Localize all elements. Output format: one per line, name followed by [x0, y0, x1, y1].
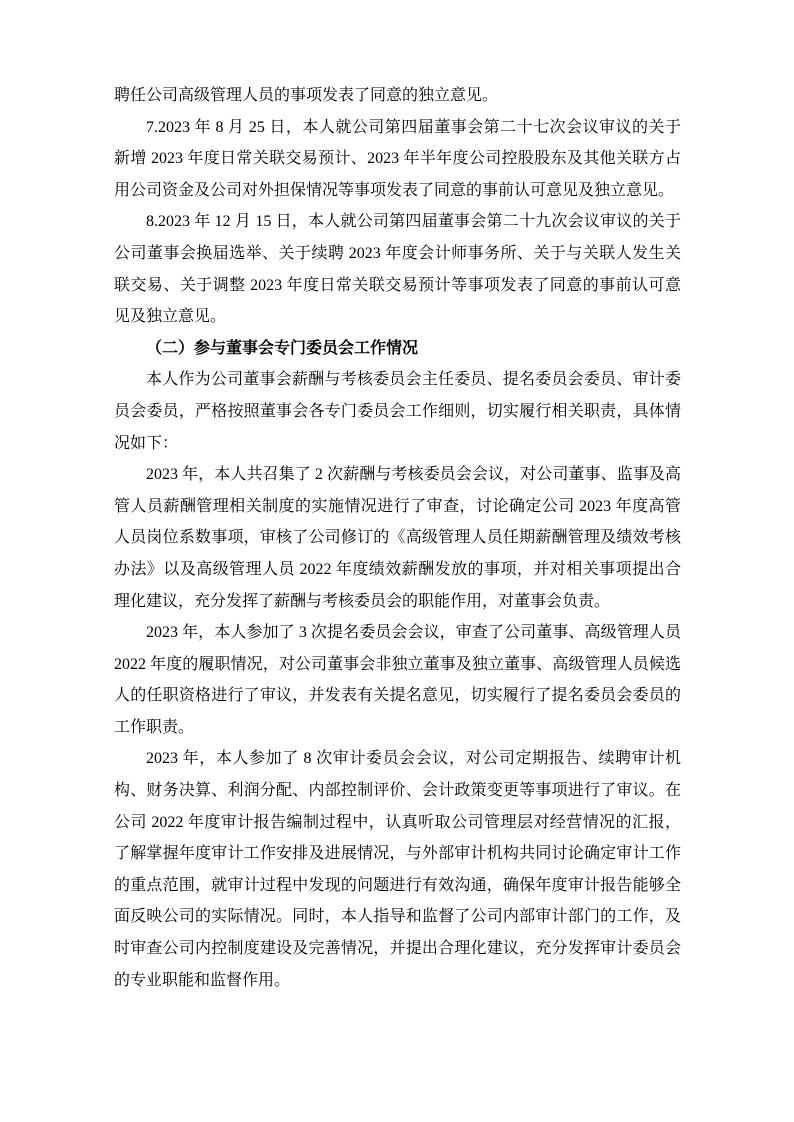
document-body	[114, 80, 681, 996]
paragraph-remuneration-committee: 2023 年，本人共召集了 2 次薪酬与考核委员会会议，对公司董事、监事及高管人员薪酬管理相关制度的实施情况进行了审查，讨论确定公司 2023 年度高管人员岗位系数事项，审核了公司修订的《高级管理人员任期薪酬管理及绩效考核办法》以及高级管理人员 2022 年度绩效薪酬发放的事项，并对相关事项提出合理化建议，充分发挥了薪酬与考核委员会的职能作用，对董事会负责。	[114, 466, 681, 610]
paragraph-audit-committee: 2023 年，本人参加了 8 次审计委员会会议，对公司定期报告、续聘审计机构、财务决算、利润分配、内部控制评价、会计政策变更等事项进行了审议。在公司 2022 年度审计报告编制过程中，认真听取公司管理层对经营情况的汇报，了解掌握年度审计工作安排及进展情况，与外部审计机构共同讨论确定审计工作的重点范围，就审计过程中发现的问题进行有效沟通，确保年度审计报告能够全面反映公司的实际情况。同时，本人指导和监督了公司内部审计部门的工作，及时审查公司内控制度建设及完善情况，并提出合理化建议，充分发挥审计委员会的专业职能和监督作用。	[114, 750, 681, 989]
paragraph-committee-roles: 本人作为公司董事会薪酬与考核委员会主任委员、提名委员会委员、审计委员会委员，严格按照董事会各专门委员会工作细则，切实履行相关职责，具体情况如下：	[114, 371, 681, 452]
section-heading-committee-work: （二）参与董事会专门委员会工作情况	[146, 339, 419, 357]
paragraph-continuation: 聘任公司高级管理人员的事项发表了同意的独立意见。	[114, 87, 499, 104]
paragraph-item-7: 7.2023 年 8 月 25 日，本人就公司第四届董事会第二十七次会议审议的关于新增 2023 年度日常关联交易预计、2023 年半年度公司控股股东及其他关联方占用公司资金及公司对外担保情况等事项发表了同意的事前认可意见及独立意见。	[114, 118, 681, 199]
paragraph-item-8: 8.2023 年 12 月 15 日，本人就公司第四届董事会第二十九次会议审议的关于公司董事会换届选举、关于续聘 2023 年度会计师事务所、关于与关联人发生关联交易、关于调整 2023 年度日常关联交易预计等事项发表了同意的事前认可意见及独立意见。	[114, 213, 681, 326]
paragraph-nomination-committee: 2023 年，本人参加了 3 次提名委员会会议，审查了公司董事、高级管理人员 2022 年度的履职情况，对公司董事会非独立董事及独立董事、高级管理人员候选人的任职资格进行了审议，并发表有关提名意见，切实履行了提名委员会委员的工作职责。	[114, 624, 681, 736]
